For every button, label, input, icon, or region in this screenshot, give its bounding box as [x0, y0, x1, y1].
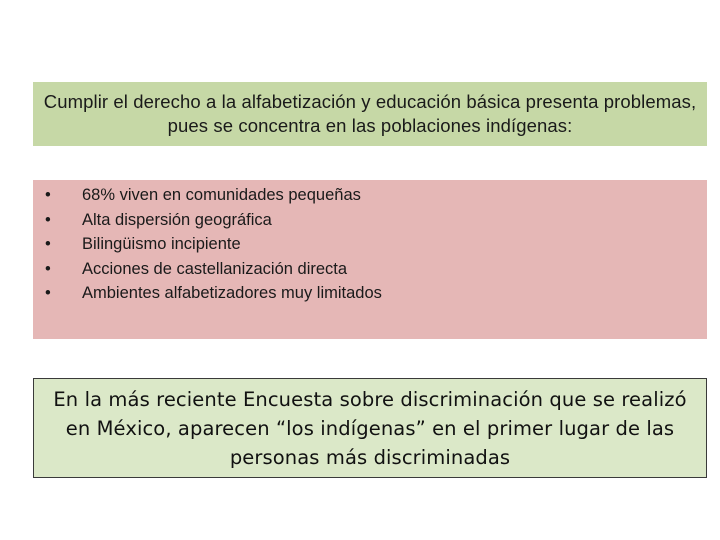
list-item-text: Alta dispersión geográfica: [82, 210, 272, 229]
list-item: [33, 257, 707, 282]
callout-text: En la más reciente Encuesta sobre discriminación que se realizó en México, aparecen “los indígenas” en el primer lugar de las personas más discriminadas: [53, 387, 687, 469]
list-item: [33, 183, 707, 208]
bullet-icon: •: [45, 259, 51, 278]
bullet-icon: •: [45, 186, 51, 204]
list-item-text: Acciones de castellanización directa: [82, 259, 348, 278]
bullet-icon: •: [45, 284, 51, 302]
list-item: [33, 208, 707, 233]
intro-text: Cumplir el derecho a la alfabetización y educación básica presenta problemas, pues se concentra en las poblaciones indígenas:: [43, 91, 697, 136]
problems-box: [33, 180, 707, 339]
discrimination-callout: [33, 378, 707, 478]
list-item-text: Bilingüismo incipiente: [82, 235, 241, 253]
bullet-icon: •: [45, 210, 51, 229]
intro-box: [33, 82, 707, 146]
bullet-icon: •: [45, 235, 51, 253]
list-item: [33, 232, 707, 257]
list-item-text: 68% viven en comunidades pequeñas: [82, 186, 361, 204]
problems-list: [33, 183, 707, 306]
list-item: [33, 281, 707, 306]
list-item-text: Ambientes alfabetizadores muy limitados: [82, 284, 382, 302]
